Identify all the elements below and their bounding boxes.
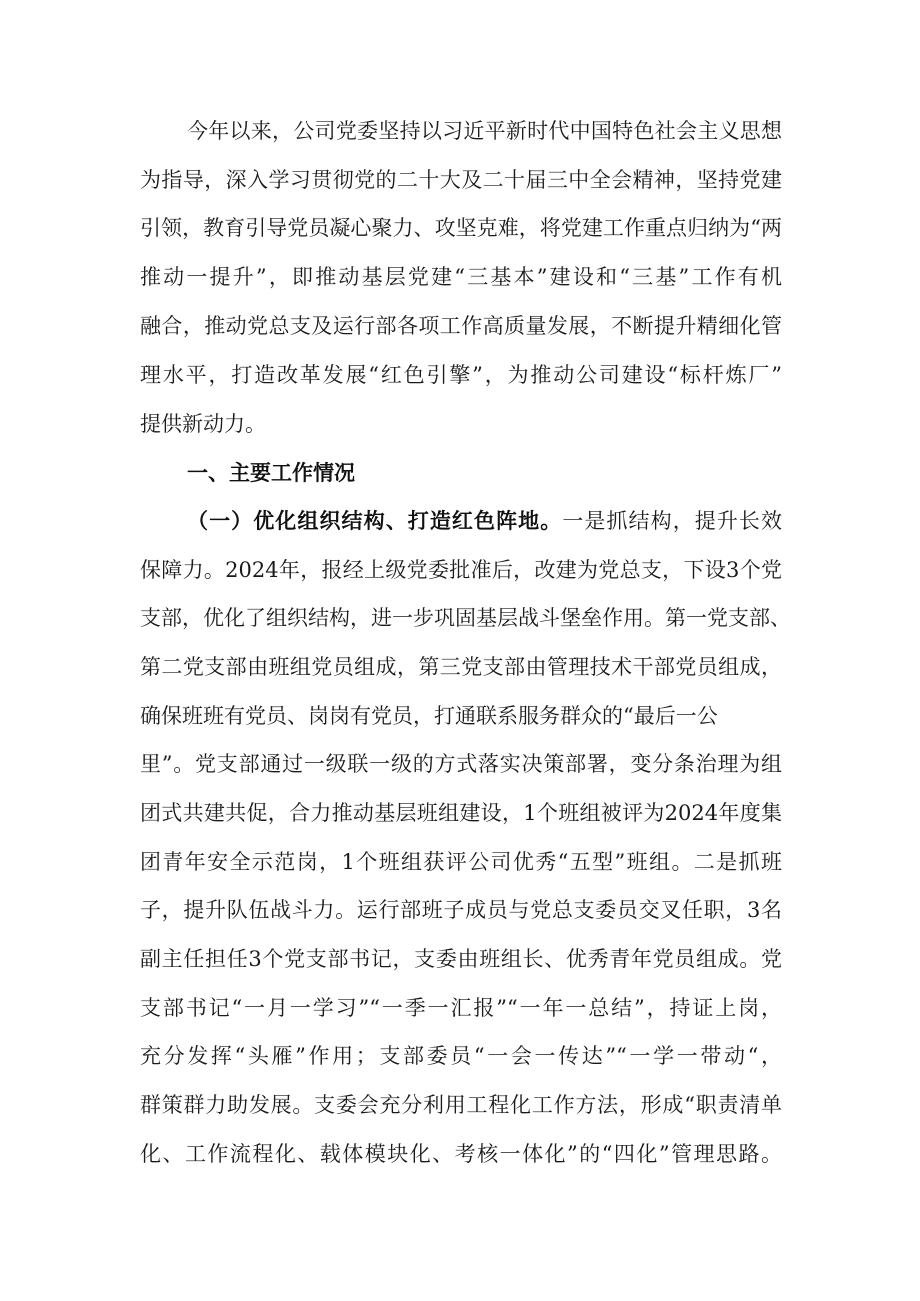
section-heading: 一、主要工作情况: [187, 461, 355, 485]
body-line-9: 副主任担任3个党支部书记，支委由班组长、优秀青年党员组成。党: [140, 947, 782, 971]
intro-line-4: 推动一提升”，即推动基层党建“三基本”建设和“三基”工作有机: [140, 265, 782, 289]
body-line-10: 支部书记“一月一学习”“一季一汇报”“一年一总结”，持证上岗，: [140, 996, 782, 1020]
subsection-first-line-rest: 一是抓结构，提升长效: [562, 509, 783, 533]
intro-line-2: 为指导，深入学习贯彻党的二十大及二十届三中全会精神，坚持党建: [140, 168, 782, 192]
intro-line-6: 理水平，打造改革发展“红色引擎”，为推动公司建设“标杆炼厂”: [140, 363, 782, 387]
subsection-first-line: [187, 506, 782, 536]
body-line-13: 化、工作流程化、载体模块化、考核一体化”的“四化”管理思路。: [140, 1142, 782, 1166]
intro-line-5: 融合，推动党总支及运行部各项工作高质量发展，不断提升精细化管: [140, 314, 782, 338]
body-line-8: 子，提升队伍战斗力。运行部班子成员与党总支委员交叉任职，3名: [140, 898, 782, 922]
body-line-5: 里”。党支部通过一级联一级的方式落实决策部署，变分条治理为组: [140, 752, 782, 776]
body-line-3: 第二党支部由班组党员组成，第三党支部由管理技术干部党员组成，: [140, 655, 782, 679]
body-line-6: 团式共建共促，合力推动基层班组建设，1个班组被评为2024年度集: [140, 801, 782, 825]
body-line-4: 确保班班有党员、岗岗有党员，打通联系服务群众的“最后一公: [140, 704, 718, 728]
body-line-7: 团青年安全示范岗，1个班组获评公司优秀“五型”班组。二是抓班: [140, 850, 782, 874]
body-line-1: 保障力。2024年，报经上级党委批准后，改建为党总支，下设3个党: [140, 558, 782, 582]
intro-line-7: 提供新动力。: [140, 412, 266, 436]
body-line-12: 群策群力助发展。支委会充分利用工程化工作方法，形成“职责清单: [140, 1093, 782, 1117]
intro-line-3: 引领，教育引导党员凝心聚力、攻坚克难，将党建工作重点归纳为“两: [140, 216, 782, 240]
body-line-2: 支部，优化了组织结构，进一步巩固基层战斗堡垒作用。第一党支部、: [140, 606, 791, 630]
intro-line-1: 今年以来，公司党委坚持以习近平新时代中国特色社会主义思想: [187, 119, 782, 143]
subsection-title: （一）优化组织结构、打造红色阵地。: [187, 509, 563, 533]
body-line-11: 充分发挥“头雁”作用；支部委员“一会一传达”“一学一带动“，: [140, 1044, 782, 1068]
